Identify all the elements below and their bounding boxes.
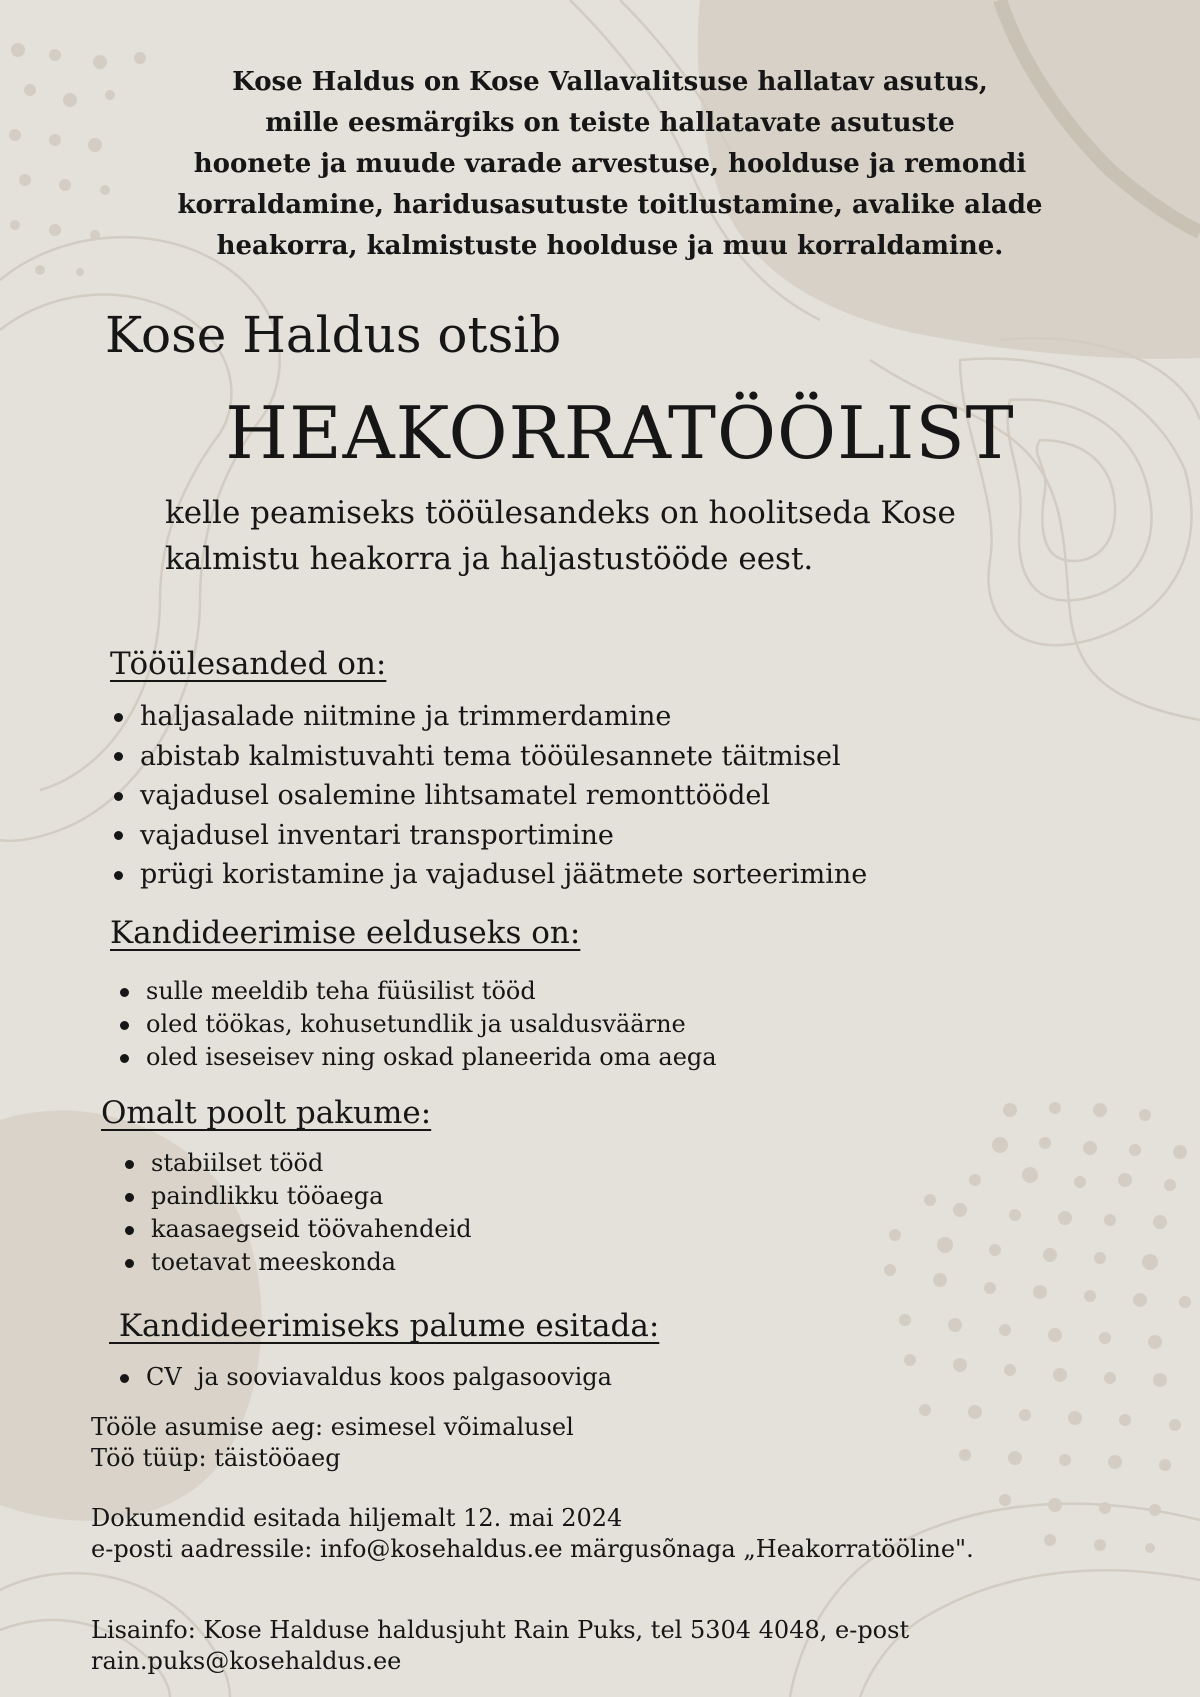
requirements-heading: Kandideerimise eelduseks on: (110, 915, 581, 951)
position-description (165, 490, 956, 582)
tasks-heading: Tööülesanded on: (110, 646, 387, 682)
intro-line: mille eesmärgiks on teiste hallatavate asutuste (265, 108, 955, 138)
position-title: HEAKORRATÖÖLIST (225, 391, 1015, 475)
requirements-list (146, 975, 717, 1074)
list-item: stabiilset tööd (151, 1147, 472, 1180)
list-item: abistab kalmistuvahti tema tööülesannete täitmisel (140, 737, 867, 777)
intro-line: heakorra, kalmistuste hoolduse ja muu korraldamine. (216, 231, 1004, 261)
list-item: oled töökas, kohusetundlik ja usaldusväärne (146, 1008, 717, 1041)
intro-paragraph (130, 62, 1090, 267)
list-item: sulle meeldib teha füüsilist tööd (146, 975, 717, 1008)
intro-line: Kose Haldus on Kose Vallavalitsuse hallatav asutus, (232, 67, 988, 97)
offer-list (151, 1147, 472, 1279)
offer-heading: Omalt poolt pakume: (101, 1095, 432, 1131)
contact-line: Lisainfo: Kose Halduse haldusjuht Rain Puks, tel 5304 4048, e-post (91, 1616, 910, 1644)
deadline: Dokumendid esitada hiljemalt 12. mai 2024 (91, 1504, 623, 1532)
contact-email: rain.puks@kosehaldus.ee (91, 1647, 402, 1675)
start-time: Tööle asumise aeg: esimesel võimalusel (91, 1413, 574, 1441)
intro-line: korraldamine, haridusasutuste toitlustamine, avalike alade (177, 190, 1043, 220)
job-type: Töö tüüp: täistööaeg (91, 1444, 341, 1472)
list-item: vajadusel osalemine lihtsamatel remonttöödel (140, 776, 867, 816)
submission-email-line: e-posti aadressile: info@kosehaldus.ee märgusõnaga „Heakorratööline". (91, 1535, 974, 1563)
apply-heading: Kandideerimiseks palume esitada: (109, 1308, 660, 1344)
description-line: kalmistu heakorra ja haljastustööde eest. (165, 541, 814, 577)
list-item: prügi koristamine ja vajadusel jäätmete sorteerimine (140, 855, 867, 895)
list-item: kaasaegseid töövahendeid (151, 1213, 472, 1246)
intro-line: hoonete ja muude varade arvestuse, hoolduse ja remondi (193, 149, 1027, 179)
tasks-list (140, 697, 867, 895)
apply-list (146, 1361, 612, 1394)
submission-info (91, 1503, 974, 1565)
job-details (91, 1412, 574, 1474)
contact-info (91, 1615, 909, 1677)
description-line: kelle peamiseks tööülesandeks on hoolitseda Kose (165, 495, 956, 531)
list-item: haljasalade niitmine ja trimmerdamine (140, 697, 867, 737)
list-item: oled iseseisev ning oskad planeerida oma aega (146, 1041, 717, 1074)
list-item: CV ja sooviavaldus koos palgasooviga (146, 1361, 612, 1394)
list-item: paindlikku tööaega (151, 1180, 472, 1213)
list-item: vajadusel inventari transportimine (140, 816, 867, 856)
list-item: toetavat meeskonda (151, 1246, 472, 1279)
lead-heading: Kose Haldus otsib (105, 306, 562, 364)
